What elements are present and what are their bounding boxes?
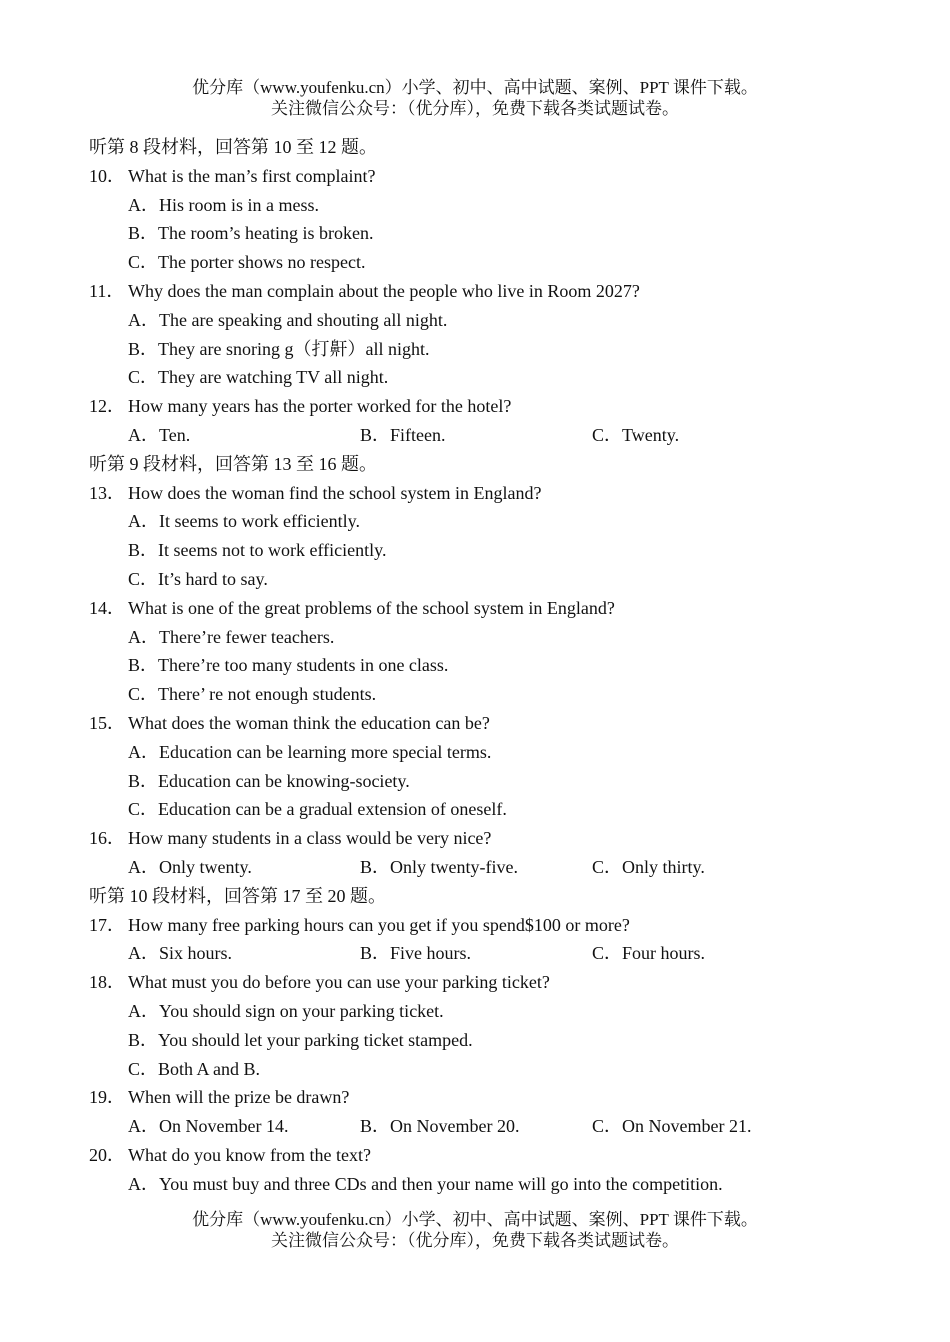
option-15b: B．Education can be knowing-society. bbox=[128, 770, 410, 791]
section-heading-9: 听第 9 段材料，回答第 13 至 16 题。 bbox=[89, 453, 377, 474]
question-number: 17． bbox=[89, 914, 125, 935]
option-12c: C．Twenty. bbox=[592, 424, 680, 445]
question-number: 11． bbox=[89, 280, 125, 301]
option-13a: A．It seems to work efficiently. bbox=[128, 511, 360, 532]
exam-content bbox=[89, 133, 889, 1198]
question-15 bbox=[89, 709, 889, 738]
question-text: How does the woman find the school system in England? bbox=[128, 482, 542, 503]
question-text: How many free parking hours can you get if you spend$100 or more? bbox=[128, 914, 630, 935]
question-11 bbox=[89, 277, 889, 306]
option-17a: A．Six hours. bbox=[128, 943, 233, 964]
options-row-16 bbox=[89, 853, 889, 882]
header-line-1: 优分库（www.youfenku.cn）小学、初中、高中试题、案例、PPT 课件下载。 bbox=[192, 78, 758, 97]
option-16c: C．Only thirty. bbox=[592, 856, 705, 877]
options-row-12 bbox=[89, 421, 889, 450]
question-number: 12． bbox=[89, 396, 125, 417]
option-16b: B．Only twenty-five. bbox=[360, 856, 518, 877]
question-text: Why does the man complain about the people who live in Room 2027? bbox=[128, 280, 640, 301]
option-10a: A．His room is in a mess. bbox=[128, 194, 319, 215]
section-heading-8: 听第 8 段材料，回答第 10 至 12 题。 bbox=[89, 137, 377, 157]
question-text: When will the prize be drawn? bbox=[128, 1087, 350, 1108]
option-14b: B．There’re too many students in one class. bbox=[128, 655, 449, 676]
question-text: What is one of the great problems of the school system in England? bbox=[128, 597, 615, 618]
question-17 bbox=[89, 911, 889, 940]
option-10b: B．The room’s heating is broken. bbox=[128, 223, 374, 244]
question-20 bbox=[89, 1141, 889, 1170]
option-11c: C．They are watching TV all night. bbox=[128, 367, 389, 388]
option-19c: C．On November 21. bbox=[592, 1116, 752, 1137]
option-14c: C．There’ re not enough students. bbox=[128, 684, 377, 705]
options-row-17 bbox=[89, 939, 889, 968]
question-number: 10． bbox=[89, 165, 125, 186]
question-number: 18． bbox=[89, 972, 125, 993]
option-18a: A．You should sign on your parking ticket. bbox=[128, 1000, 444, 1021]
question-10 bbox=[89, 162, 889, 191]
option-19b: B．On November 20. bbox=[360, 1116, 520, 1137]
option-14a: A．There’re fewer teachers. bbox=[128, 626, 335, 647]
page-header bbox=[0, 77, 950, 119]
question-text: What is the man’s first complaint? bbox=[128, 165, 376, 186]
question-text: How many students in a class would be very nice? bbox=[128, 828, 492, 849]
option-11b: B．They are snoring g（打鼾）all night. bbox=[128, 338, 430, 359]
question-19 bbox=[89, 1083, 889, 1112]
option-13c: C．It’s hard to say. bbox=[128, 568, 268, 589]
question-text: What must you do before you can use your parking ticket? bbox=[128, 972, 550, 993]
option-18c: C．Both A and B. bbox=[128, 1058, 261, 1079]
question-16 bbox=[89, 824, 889, 853]
question-number: 13． bbox=[89, 482, 125, 503]
question-13 bbox=[89, 479, 889, 508]
question-number: 20． bbox=[89, 1144, 125, 1165]
section-heading-10: 听第 10 段材料，回答第 17 至 20 题。 bbox=[89, 885, 386, 906]
question-number: 15． bbox=[89, 712, 125, 733]
question-14 bbox=[89, 594, 889, 623]
option-11a: A．The are speaking and shouting all night. bbox=[128, 309, 448, 330]
question-12 bbox=[89, 392, 889, 421]
option-12b: B．Fifteen. bbox=[360, 424, 446, 445]
question-text: How many years has the porter worked for the hotel? bbox=[128, 396, 512, 417]
question-number: 16． bbox=[89, 828, 125, 849]
option-16a: A．Only twenty. bbox=[128, 856, 252, 877]
question-18 bbox=[89, 968, 889, 997]
option-10c: C．The porter shows no respect. bbox=[128, 252, 366, 273]
option-15c: C．Education can be a gradual extension of oneself. bbox=[128, 799, 507, 820]
header-line-2: 关注微信公众号：（优分库），免费下载各类试题试卷。 bbox=[271, 99, 679, 118]
question-number: 14． bbox=[89, 597, 125, 618]
page-footer bbox=[0, 1209, 950, 1251]
footer-line-1: 优分库（www.youfenku.cn）小学、初中、高中试题、案例、PPT 课件下载。 bbox=[192, 1210, 758, 1229]
question-text: What does the woman think the education can be? bbox=[128, 712, 490, 733]
option-18b: B．You should let your parking ticket stamped. bbox=[128, 1029, 473, 1050]
option-20a: A．You must buy and three CDs and then your name will go into the competition. bbox=[128, 1173, 723, 1194]
footer-line-2: 关注微信公众号：（优分库），免费下载各类试题试卷。 bbox=[271, 1231, 679, 1250]
option-17b: B．Five hours. bbox=[360, 943, 472, 964]
option-17c: C．Four hours. bbox=[592, 943, 706, 964]
option-15a: A．Education can be learning more special terms. bbox=[128, 741, 492, 762]
option-19a: A．On November 14. bbox=[128, 1116, 289, 1137]
option-12a: A．Ten. bbox=[128, 424, 191, 445]
options-row-19 bbox=[89, 1112, 889, 1141]
question-text: What do you know from the text? bbox=[128, 1144, 371, 1165]
question-number: 19． bbox=[89, 1087, 125, 1108]
option-13b: B．It seems not to work efficiently. bbox=[128, 540, 387, 561]
